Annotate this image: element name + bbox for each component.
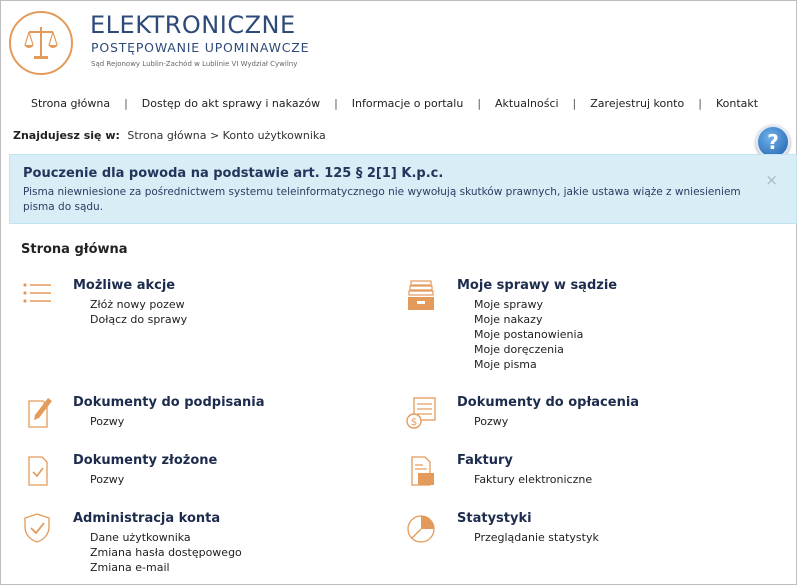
section-title: Faktury [457, 453, 513, 468]
nav-separator: | [334, 97, 338, 110]
main-nav [31, 97, 758, 110]
help-icon[interactable]: ? [756, 125, 790, 159]
document-check-icon [21, 453, 53, 487]
link-view-statistics[interactable]: Przeglądanie statystyk [474, 531, 599, 544]
link-electronic-invoices[interactable]: Faktury elektroniczne [474, 473, 593, 486]
nav-item-home[interactable]: Strona główna [31, 97, 111, 110]
file-drawer-icon [405, 278, 437, 312]
link-submitted-lawsuits[interactable]: Pozwy [90, 473, 125, 486]
nav-item-portal-info[interactable]: Informacje o portalu [351, 97, 464, 110]
section-title: Dokumenty do podpisania [73, 395, 265, 410]
nav-item-register[interactable]: Zarejestruj konto [590, 97, 685, 110]
breadcrumb-current: Konto użytkownika [222, 129, 326, 142]
link-lawsuits-to-sign[interactable]: Pozwy [90, 415, 125, 428]
breadcrumb-arrow: > [209, 129, 220, 142]
court-name: Sąd Rejonowy Lublin-Zachód w Lublinie VI Wydział Cywilny [91, 60, 298, 68]
nav-item-news[interactable]: Aktualności [495, 97, 559, 110]
section-title: Możliwe akcje [73, 278, 176, 293]
link-my-cases[interactable]: Moje sprawy [474, 298, 544, 311]
nav-separator: | [124, 97, 128, 110]
section-title: Moje sprawy w sądzie [457, 278, 618, 293]
invoice-icon [405, 453, 437, 487]
link-my-orders[interactable]: Moje nakazy [474, 313, 543, 326]
payment-icon [405, 395, 437, 429]
alert-title: Pouczenie dla powoda na podstawie art. 125 § 2[1] K.p.c. [23, 166, 444, 181]
svg-text:$: $ [410, 417, 418, 428]
info-alert [9, 154, 797, 224]
nav-separator: | [477, 97, 482, 110]
link-join-case[interactable]: Dołącz do sprawy [90, 313, 188, 326]
pie-chart-icon [405, 511, 437, 545]
link-change-email[interactable]: Zmiana e-mail [90, 561, 170, 574]
logo[interactable] [9, 11, 73, 75]
breadcrumb-home-link[interactable]: Strona główna [127, 129, 207, 142]
breadcrumb-label: Znajdujesz się w: [13, 129, 120, 142]
link-lawsuits-to-pay[interactable]: Pozwy [474, 415, 509, 428]
list-icon [21, 278, 53, 312]
page-title: Strona główna [21, 242, 128, 257]
link-user-data[interactable]: Dane użytkownika [90, 531, 191, 544]
link-my-letters[interactable]: Moje pisma [474, 358, 537, 371]
brand-title: ELEKTRONICZNE [90, 11, 296, 39]
nav-separator: | [572, 97, 577, 110]
link-my-deliveries[interactable]: Moje doręczenia [474, 343, 564, 356]
link-new-lawsuit[interactable]: Złóż nowy pozew [90, 298, 185, 311]
scales-of-justice-icon [21, 23, 61, 63]
shield-check-icon [21, 511, 53, 545]
section-title: Administracja konta [73, 511, 221, 526]
brand-subtitle: POSTĘPOWANIE UPOMINAWCZE [91, 40, 310, 55]
nav-item-case-access[interactable]: Dostęp do akt sprawy i nakazów [141, 97, 321, 110]
nav-item-contact[interactable]: Kontakt [715, 97, 759, 110]
section-title: Dokumenty do opłacenia [457, 395, 640, 410]
sign-document-icon [21, 395, 53, 429]
close-icon[interactable]: × [765, 171, 778, 189]
section-title: Statystyki [457, 511, 532, 526]
breadcrumb [13, 129, 326, 142]
link-my-decisions[interactable]: Moje postanowienia [474, 328, 584, 341]
nav-separator: | [698, 97, 702, 110]
section-title: Dokumenty złożone [73, 453, 218, 468]
alert-text: Pisma niewniesione za pośrednictwem systemu teleinformatycznego nie wywołują skutków prawnych, jakie ustawa wiąże z wniesieniem pisma do sądu. [23, 186, 741, 213]
link-change-password[interactable]: Zmiana hasła dostępowego [90, 546, 242, 559]
